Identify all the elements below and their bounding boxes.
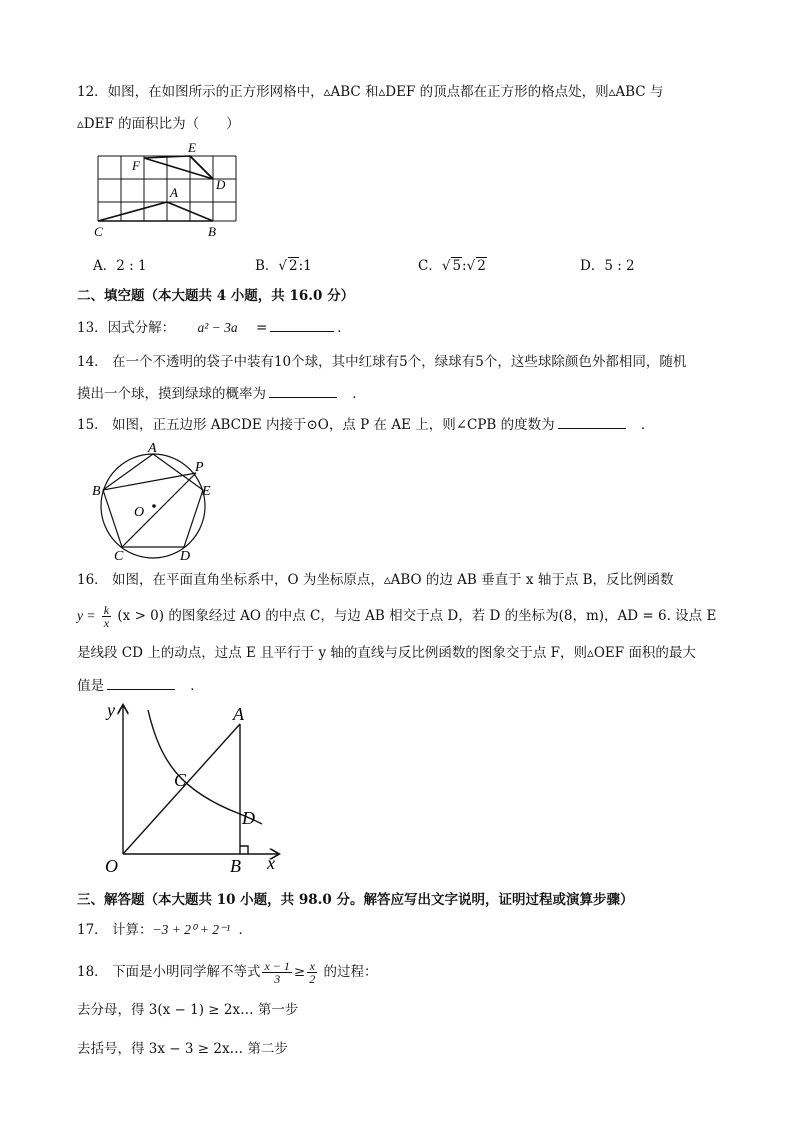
- q12-label-e: E: [188, 140, 196, 155]
- q12-option-c-radicand-1: 5: [452, 258, 462, 274]
- q15-label-b: B: [92, 484, 101, 499]
- q15-label-c: C: [114, 549, 124, 564]
- sqrt-symbol: √: [278, 258, 288, 274]
- q12-option-c-prefix: C．: [418, 258, 442, 274]
- q12-grid-figure: [90, 140, 250, 240]
- q18-fraction-left: [262, 960, 291, 985]
- q13-prefix: 13．因式分解：: [77, 320, 176, 336]
- q16-y-equals: y =: [77, 608, 96, 623]
- q12-label-d: D: [216, 177, 226, 192]
- q16-fraction-k-over-x: [102, 604, 111, 629]
- q17: [77, 920, 252, 940]
- q14-line2-text: 摸出一个球，摸到绿球的概率为: [77, 386, 266, 402]
- section-2-heading: 二、填空题（本大题共 4 小题，共 16.0 分）: [77, 288, 355, 304]
- q18-right-den: 2: [309, 972, 316, 986]
- q18-left-den: 3: [274, 972, 281, 986]
- q12-line1: 12．如图，在如图所示的正方形网格中，▵ABC 和▵DEF 的顶点都在正方形的格点处，则▵ABC 与: [77, 84, 664, 100]
- q16-label-o: O: [105, 856, 118, 876]
- q16-label-c: C: [174, 770, 187, 790]
- q14-end: ．: [352, 386, 366, 402]
- q16-frac-num: k: [103, 603, 110, 617]
- q16-line4: [77, 676, 204, 696]
- q16-line2-text: (x > 0) 的图象经过 AO 的中点 C，与边 AB 相交于点 D，若 D 的坐标为(8，m)，AD = 6. 设点 E: [117, 608, 717, 624]
- q18-fraction-right: [307, 960, 317, 985]
- q18-right-num: x: [307, 960, 317, 973]
- q17-end: ．: [238, 922, 252, 938]
- sqrt-symbol: √: [441, 258, 451, 274]
- q18-intro: [77, 960, 378, 985]
- q12-option-b-suffix: :1: [298, 258, 312, 274]
- q16-label-x: x: [267, 853, 275, 873]
- q12-label-a: A: [170, 185, 178, 200]
- q17-expression: −3 + 2⁰ + 2⁻¹: [152, 922, 231, 937]
- q12-option-c-radicand-2: 2: [477, 258, 486, 274]
- q18-step2: 去括号，得 3x − 3 ≥ 2x… 第二步: [77, 1041, 288, 1057]
- q16-coordinate-figure: [90, 696, 290, 876]
- q16-line3: 是线段 CD 上的动点，过点 E 且平行于 y 轴的直线与反比例函数的图象交于点 F，则▵OEF 面积的最大: [77, 645, 696, 661]
- q16-line1: 16． 如图，在平面直角坐标系中，O 为坐标原点，▵ABO 的边 AB 垂直于 x 轴于点 B，反比例函数: [77, 572, 674, 588]
- q18-suffix: 的过程：: [319, 964, 378, 980]
- q15-label-d: D: [180, 549, 191, 564]
- q15-answer-blank[interactable]: [558, 416, 626, 429]
- q15-label-a: A: [148, 441, 157, 456]
- sqrt-symbol: √: [466, 258, 476, 274]
- q18-left-num: x − 1: [264, 959, 290, 973]
- q13-end: ．: [337, 320, 351, 336]
- q13-answer-blank[interactable]: [270, 319, 334, 332]
- q15-pentagon-circle-figure: [88, 440, 223, 565]
- q16-frac-den: x: [103, 616, 110, 630]
- q15-label-p: P: [195, 460, 204, 475]
- q12-label-f: F: [132, 158, 140, 173]
- q16-line4-text: 值是: [77, 678, 104, 694]
- q16-answer-blank[interactable]: [107, 677, 175, 690]
- q15-text: 15． 如图，正五边形 ABCDE 内接于⊙O，点 P 在 AE 上，则∠CPB 的度数为: [77, 417, 555, 433]
- q18-step1: 去分母，得 3(x − 1) ≥ 2x… 第一步: [77, 1002, 299, 1018]
- q12-option-b[interactable]: [255, 254, 312, 274]
- q15-label-o: O: [134, 505, 145, 520]
- q16-label-b: B: [230, 856, 241, 876]
- q13-equals: =: [255, 320, 268, 336]
- q12-label-b: B: [208, 224, 216, 239]
- section-3-heading: 三、解答题（本大题共 10 小题，共 98.0 分。解答应写出文字说明，证明过程或演算步骤）: [77, 892, 634, 908]
- q12-option-c-colon: :: [462, 258, 467, 274]
- q12-label-c: C: [94, 224, 103, 239]
- q18-relation: ≥: [293, 964, 306, 980]
- q12-option-a[interactable]: A．2 : 1: [93, 258, 147, 274]
- q15-label-e: E: [202, 484, 211, 499]
- q13-expression: a² − 3a: [197, 320, 238, 335]
- q13: [77, 318, 351, 338]
- q16-label-a: A: [233, 704, 244, 724]
- q12-line2: ▵DEF 的面积比为（ ）: [77, 116, 240, 132]
- q12-option-b-prefix: B．: [255, 258, 279, 274]
- q12-option-d[interactable]: D．5 : 2: [580, 258, 635, 274]
- q12-option-b-radicand: 2: [289, 258, 298, 274]
- q15-line: [77, 415, 654, 435]
- q12-option-c[interactable]: [418, 254, 487, 274]
- q14-line2: [77, 384, 366, 404]
- q14-answer-blank[interactable]: [269, 385, 337, 398]
- q16-end: ．: [190, 678, 204, 694]
- q16-label-d: D: [242, 808, 255, 828]
- q16-line2: [77, 604, 716, 629]
- q18-prefix: 18． 下面是小明同学解不等式: [77, 964, 261, 980]
- q16-label-y: y: [107, 700, 115, 720]
- q15-end: ．: [640, 417, 655, 433]
- q17-prefix: 17． 计算：: [77, 922, 153, 938]
- q14-line1: 14． 在一个不透明的袋子中装有10个球，其中红球有5个，绿球有5个，这些球除颜色外都相同，随机: [77, 354, 687, 370]
